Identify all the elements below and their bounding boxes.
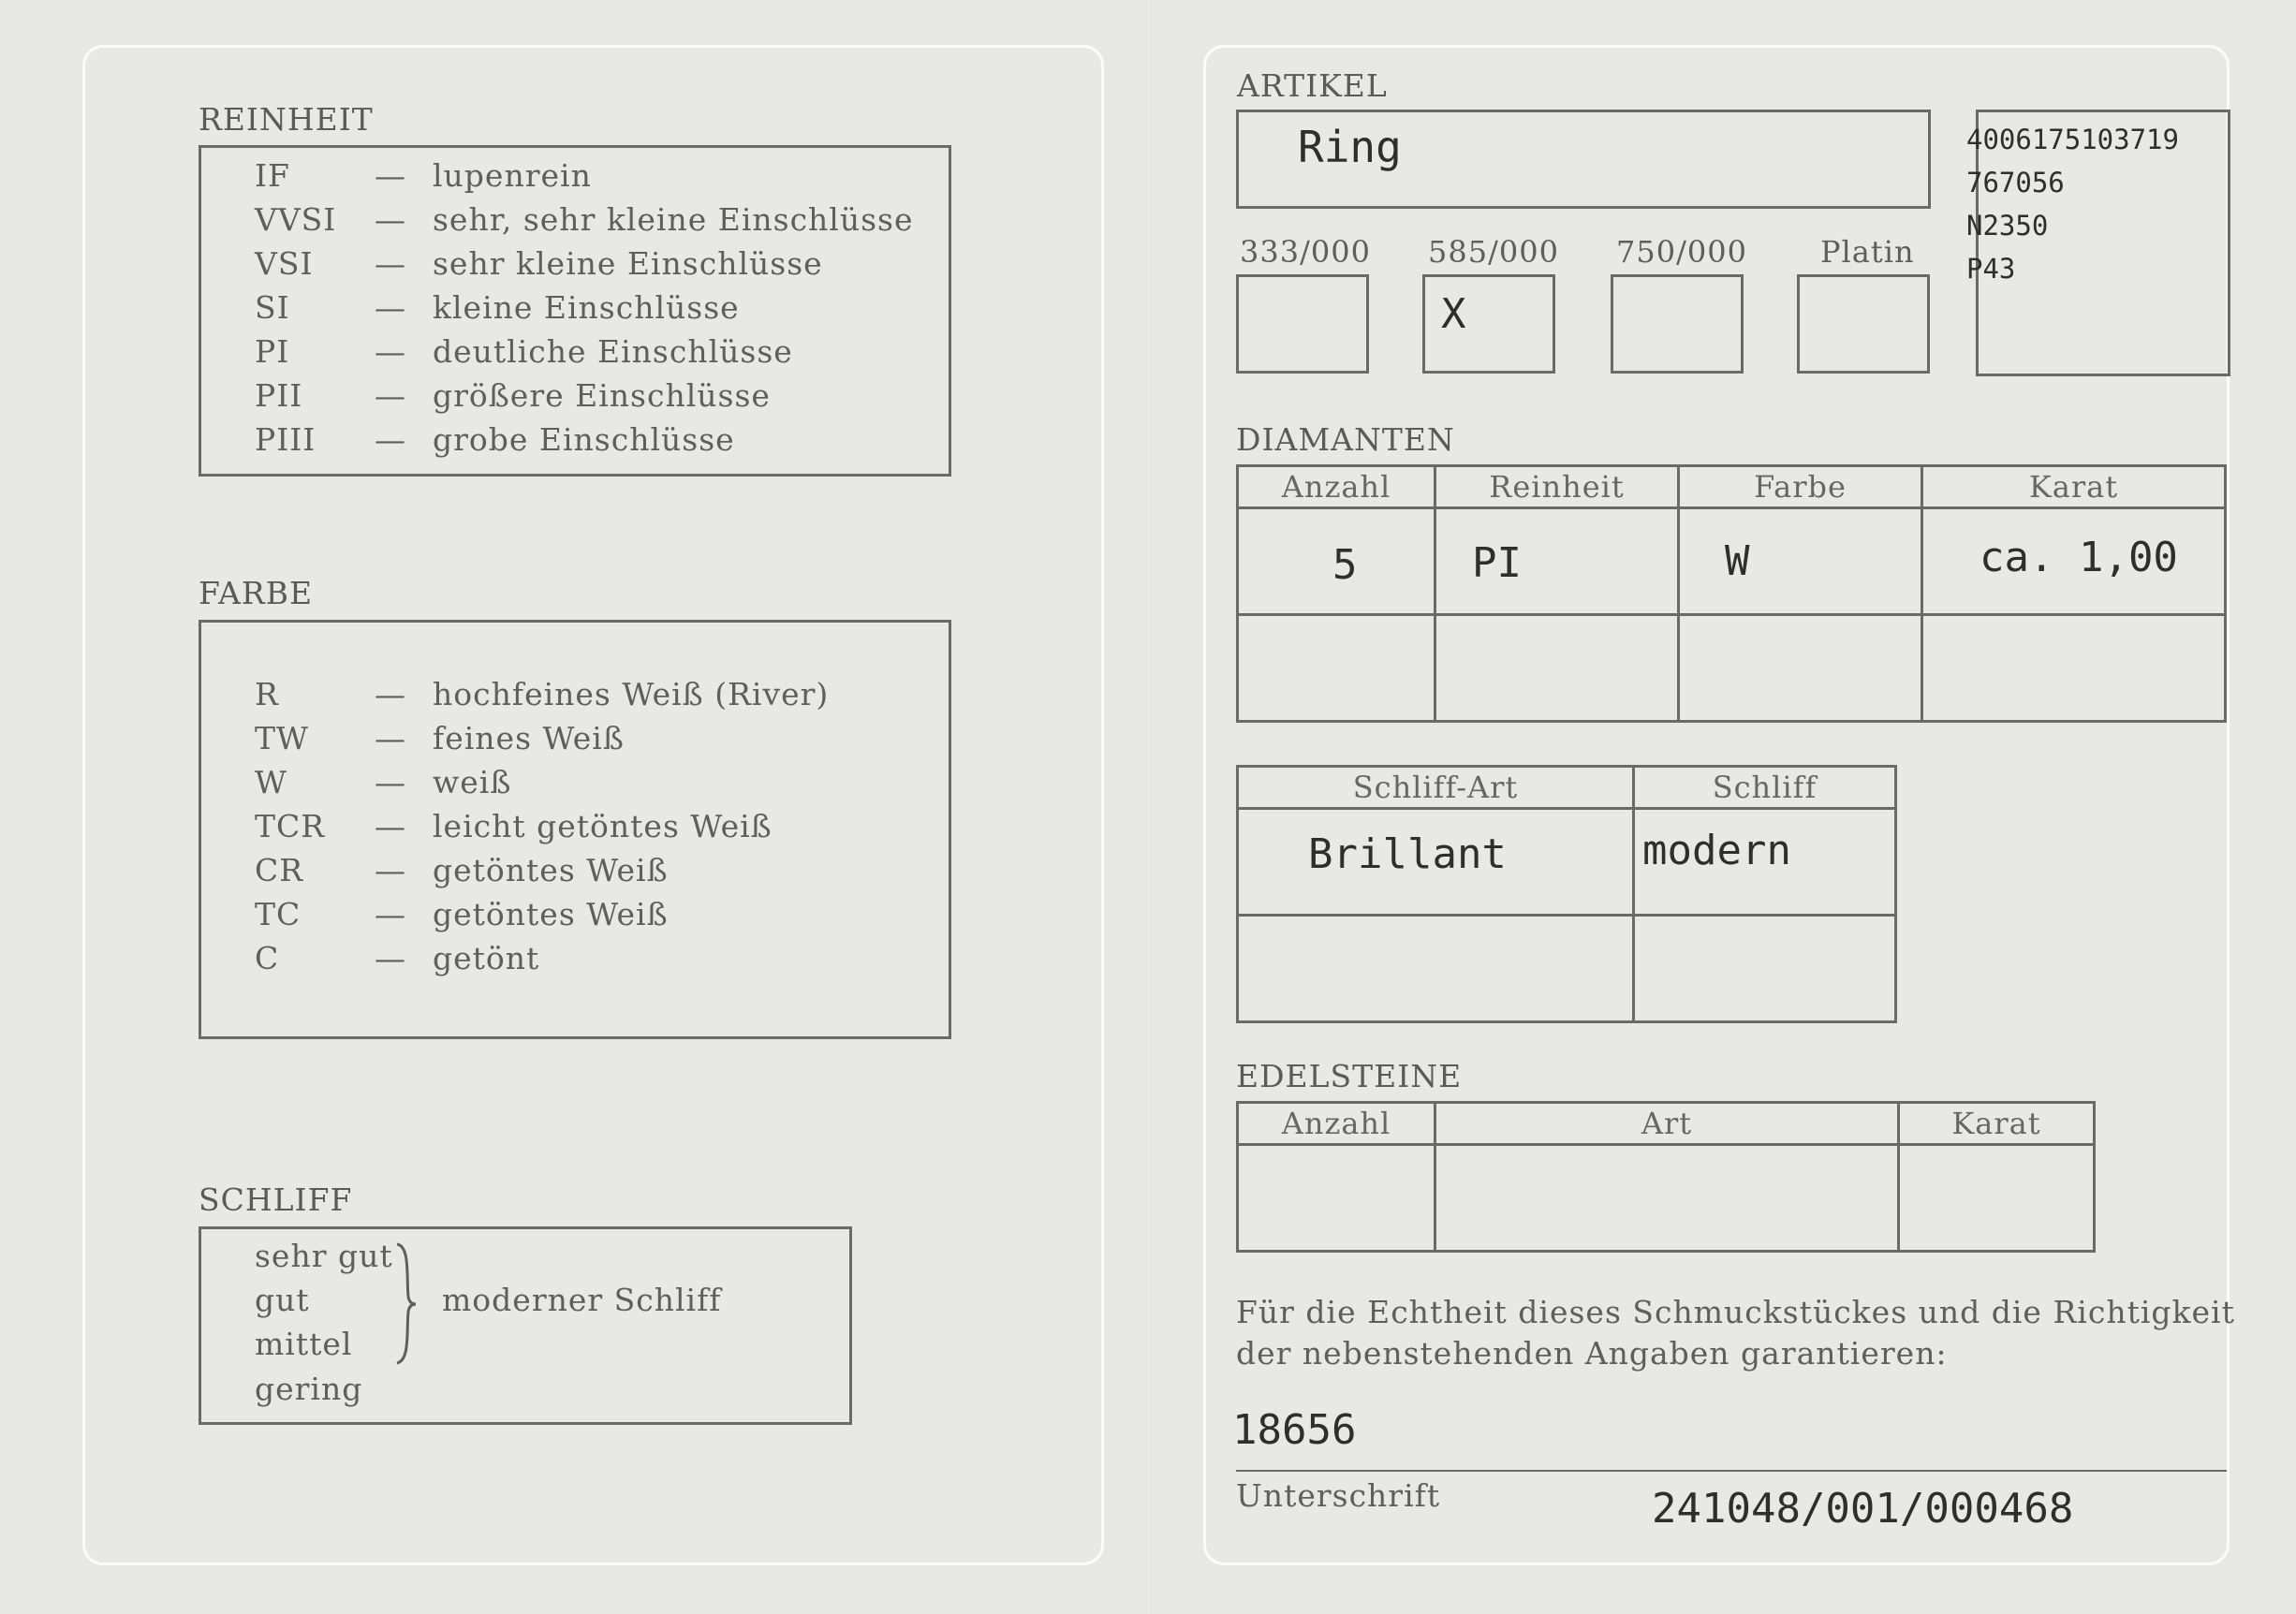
legend-code: VSI [255,245,314,282]
schliff-table [1236,765,1897,1023]
legend-row [255,852,929,893]
cell-value: ca. 1,00 [1980,534,2178,581]
legend-row [255,940,929,981]
legend-row [255,157,929,198]
legend-description: größere Einschlüsse [433,377,771,414]
legend-dash: — [375,289,406,326]
legend-description: grobe Einschlüsse [433,421,735,458]
cell-value: modern [1642,827,1791,874]
cell-karat[interactable] [1899,1145,2095,1252]
table-header-row [1238,767,1896,809]
legend-code: PIII [255,421,316,458]
legend-dash: — [375,896,406,932]
legend-row [255,421,929,462]
diamanten-title: DIAMANTEN [1236,421,1455,458]
header-karat: Karat [1899,1103,2095,1145]
legend-row [255,720,929,761]
table-row [1238,508,2226,615]
center-fold [1152,0,1155,1614]
header-anzahl: Anzahl [1238,1103,1435,1145]
artikel-value: Ring [1298,122,1402,172]
purity-label-333: 333/000 [1240,234,1371,270]
legend-description: sehr, sehr kleine Einschlüsse [433,201,914,238]
cell-karat[interactable] [1922,615,2226,722]
schliff-grade: mittel [255,1326,353,1362]
cell-value: Brillant [1308,830,1507,878]
legend-code: TC [255,896,302,932]
header-anzahl: Anzahl [1238,466,1435,508]
header-schliff: Schliff [1634,767,1896,809]
purity-mark: X [1441,290,1466,338]
purity-checkbox-750[interactable] [1611,274,1744,374]
signature-label: Unterschrift [1236,1477,1441,1514]
legend-code: PI [255,333,290,370]
signature-number: 18656 [1232,1406,1357,1454]
legend-code: TW [255,720,309,756]
purity-label-platin: Platin [1820,234,1915,270]
legend-description: deutliche Einschlüsse [433,333,793,370]
legend-description: feines Weiß [433,720,625,756]
legend-row [255,377,929,418]
cell-value: W [1725,537,1750,585]
legend-row [255,289,929,330]
header-reinheit: Reinheit [1435,466,1679,508]
table-row [1238,916,1896,1022]
cell-schliff-art[interactable] [1238,916,1634,1022]
legend-dash: — [375,940,406,976]
cell-schliff-art[interactable] [1238,809,1634,916]
cell-karat[interactable] [1922,508,2226,615]
serial-number[interactable]: 241048/001/000468 [1652,1485,2074,1533]
legend-dash: — [375,377,406,414]
legend-description: getönt [433,940,540,976]
cell-farbe[interactable] [1679,508,1922,615]
table-row [1238,809,1896,916]
legend-code: VVSI [255,201,337,238]
header-art: Art [1435,1103,1899,1145]
header-karat: Karat [1922,466,2226,508]
article-code: 767056 [1966,167,2065,198]
legend-dash: — [375,808,406,844]
legend-row [255,201,929,242]
legend-dash: — [375,421,406,458]
guarantee-line-2: der nebenstehenden Angaben garantieren: [1236,1335,1948,1372]
purity-checkbox-platin[interactable] [1797,274,1930,374]
guarantee-line-1: Für die Echtheit dieses Schmuckstückes und die Richtigkeit [1236,1294,2235,1330]
legend-row [255,676,929,717]
cell-anzahl[interactable] [1238,1145,1435,1252]
legend-row [255,245,929,286]
schliff-grade: gering [255,1371,363,1407]
curly-brace-icon [391,1240,419,1367]
table-header-row [1238,1103,2095,1145]
legend-code: R [255,676,279,712]
reinheit-title: REINHEIT [199,101,374,138]
cell-value: 5 [1332,541,1358,589]
table-row [1238,1145,2095,1252]
legend-row [255,896,929,937]
legend-dash: — [375,720,406,756]
purity-label-585: 585/000 [1428,234,1559,270]
cell-schliff[interactable] [1634,809,1896,916]
legend-description: sehr kleine Einschlüsse [433,245,823,282]
schliff-title: SCHLIFF [199,1181,353,1218]
artikel-title: ARTIKEL [1237,67,1388,104]
legend-code: CR [255,852,304,888]
cell-reinheit[interactable] [1435,615,1679,722]
cell-anzahl[interactable] [1238,615,1435,722]
cell-art[interactable] [1435,1145,1899,1252]
legend-description: hochfeines Weiß (River) [433,676,830,712]
legend-code: PII [255,377,303,414]
schliff-brace-label: moderner Schliff [442,1282,722,1318]
header-farbe: Farbe [1679,466,1922,508]
legend-code: IF [255,157,290,194]
legend-dash: — [375,852,406,888]
legend-dash: — [375,764,406,800]
legend-row [255,808,929,849]
cell-farbe[interactable] [1679,615,1922,722]
header-schliff-art: Schliff-Art [1238,767,1634,809]
legend-code: TCR [255,808,326,844]
legend-code: C [255,940,280,976]
purity-label-750: 750/000 [1616,234,1747,270]
schliff-grade: gut [255,1282,310,1318]
purity-checkbox-333[interactable] [1236,274,1369,374]
legend-description: getöntes Weiß [433,896,669,932]
legend-row [255,333,929,374]
legend-dash: — [375,333,406,370]
diamanten-table [1236,464,2227,723]
article-code: 4006175103719 [1966,124,2179,155]
legend-dash: — [375,245,406,282]
legend-code: SI [255,289,290,326]
cell-schliff[interactable] [1634,916,1896,1022]
signature-line [1236,1470,2227,1472]
cell-value: PI [1472,539,1522,587]
cell-anzahl[interactable] [1238,508,1435,615]
schliff-grade: sehr gut [255,1238,393,1274]
table-row [1238,615,2226,722]
edelsteine-table [1236,1101,2096,1253]
article-code: N2350 [1966,210,2049,242]
article-code: P43 [1966,253,2016,285]
edelsteine-title: EDELSTEINE [1236,1058,1463,1094]
table-header-row [1238,466,2226,508]
farbe-title: FARBE [199,575,314,611]
legend-description: weiß [433,764,512,800]
legend-code: W [255,764,287,800]
legend-dash: — [375,676,406,712]
legend-description: getöntes Weiß [433,852,669,888]
legend-description: leicht getöntes Weiß [433,808,773,844]
legend-dash: — [375,201,406,238]
legend-row [255,764,929,805]
legend-description: lupenrein [433,157,592,194]
legend-description: kleine Einschlüsse [433,289,740,326]
legend-dash: — [375,157,406,194]
cell-reinheit[interactable] [1435,508,1679,615]
